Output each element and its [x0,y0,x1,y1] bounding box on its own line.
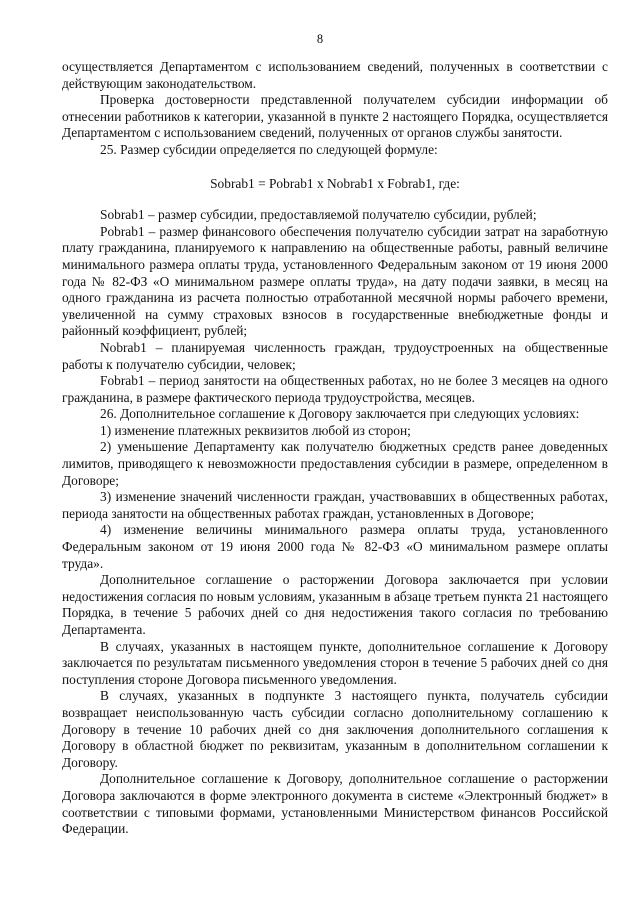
definition-pobrab1: Pobrab1 – размер финансового обеспечения получателю субсидии затрат на заработную плату гражданина, планируемого к направлению на общественные работы, равный величине минимального размера оплаты труда, установленного Федеральным законом от 19 июня 2000 года № 82-ФЗ «О минимальном размере оплаты труда», на дату подачи заявки, в месяц на одного гражданина из расчета полностью отработанной месячной нормы рабочего времени, увеличенной на сумму страховых взносов в государственные внебюджетные фонды и районный коэффициент, рублей; [62,223,608,339]
definition-sobrab1: Sobrab1 – размер субсидии, предоставляемой получателю субсидии, рублей; [100,207,537,223]
condition-1: 1) изменение платежных реквизитов любой из сторон; [100,422,411,438]
paragraph-item-25: 25. Размер субсидии определяется по следующей формуле: [100,141,438,157]
condition-2: 2) уменьшение Департаменту как получателю бюджетных средств ранее доведенных лимитов, приводящего к невозможности предоставления субсидии в размере, определенном в Договоре; [62,439,608,488]
paragraph-refund: В случаях, указанных в подпункте 3 настоящего пункта, получатель субсидии возвращает неиспользованную часть субсидии согласно дополнительному соглашению к Договору в течение 10 рабочих дней со дня заключения дополнительного соглашения к Договору в областной бюджет по реквизитам, указанным в дополнительном соглашении к Договору. [62,688,608,770]
definition-nobrab1: Nobrab1 – планируемая численность граждан, трудоустроенных на общественные работы к получателю субсидии, человек; [62,339,608,372]
document-body [62,59,608,838]
paragraph-continuation: осуществляется Департаментом с использованием сведений, полученных в соответствии с действующим законодательством. [62,59,608,91]
formula: Sobrab1 = Pobrab1 x Nobrab1 x Fobrab1, где: [210,175,460,191]
paragraph-verification: Проверка достоверности представленной получателем субсидии информации об отнесении работников к категории, указанной в пункте 2 настоящего Порядка, осуществляется Департаментом с использованием сведений, полученных от органов службы занятости. [62,92,608,141]
paragraph-electronic-form: Дополнительное соглашение к Договору, дополнительное соглашение о расторжении Договора заключаются в форме электронного документа в системе «Электронный бюджет» в соответствии с типовыми формами, установленными Министерством финансов Российской Федерации. [62,771,608,837]
condition-3: 3) изменение значений численности граждан, участвовавших в общественных работах, периода занятости на общественных работах граждан, установленных в Договоре; [62,489,608,521]
paragraph-notification: В случаях, указанных в настоящем пункте, дополнительное соглашение к Договору заключается по результатам письменного уведомления сторон в течение 5 рабочих дней со дня поступления стороне Договора письменного уведомления. [62,638,608,687]
definition-fobrab1: Fobrab1 – период занятости на общественных работах, но не более 3 месяцев на одного гражданина, в размере фактического периода трудоустройства, месяцев. [62,373,608,405]
paragraph-termination: Дополнительное соглашение о расторжении Договора заключается при условии недостижения согласия по новым условиям, указанным в абзаце третьем пункта 21 настоящего Порядка, в течение 5 рабочих дней со дня недостижения такого согласия по требованию Департамента. [62,572,608,637]
condition-4: 4) изменение величины минимального размера оплаты труда, установленного Федеральным законом от 19 июня 2000 года № 82-ФЗ «О минимальном размере оплаты труда». [62,522,608,571]
page-number: 8 [316,32,324,46]
paragraph-item-26: 26. Дополнительное соглашение к Договору заключается при следующих условиях: [100,406,580,422]
